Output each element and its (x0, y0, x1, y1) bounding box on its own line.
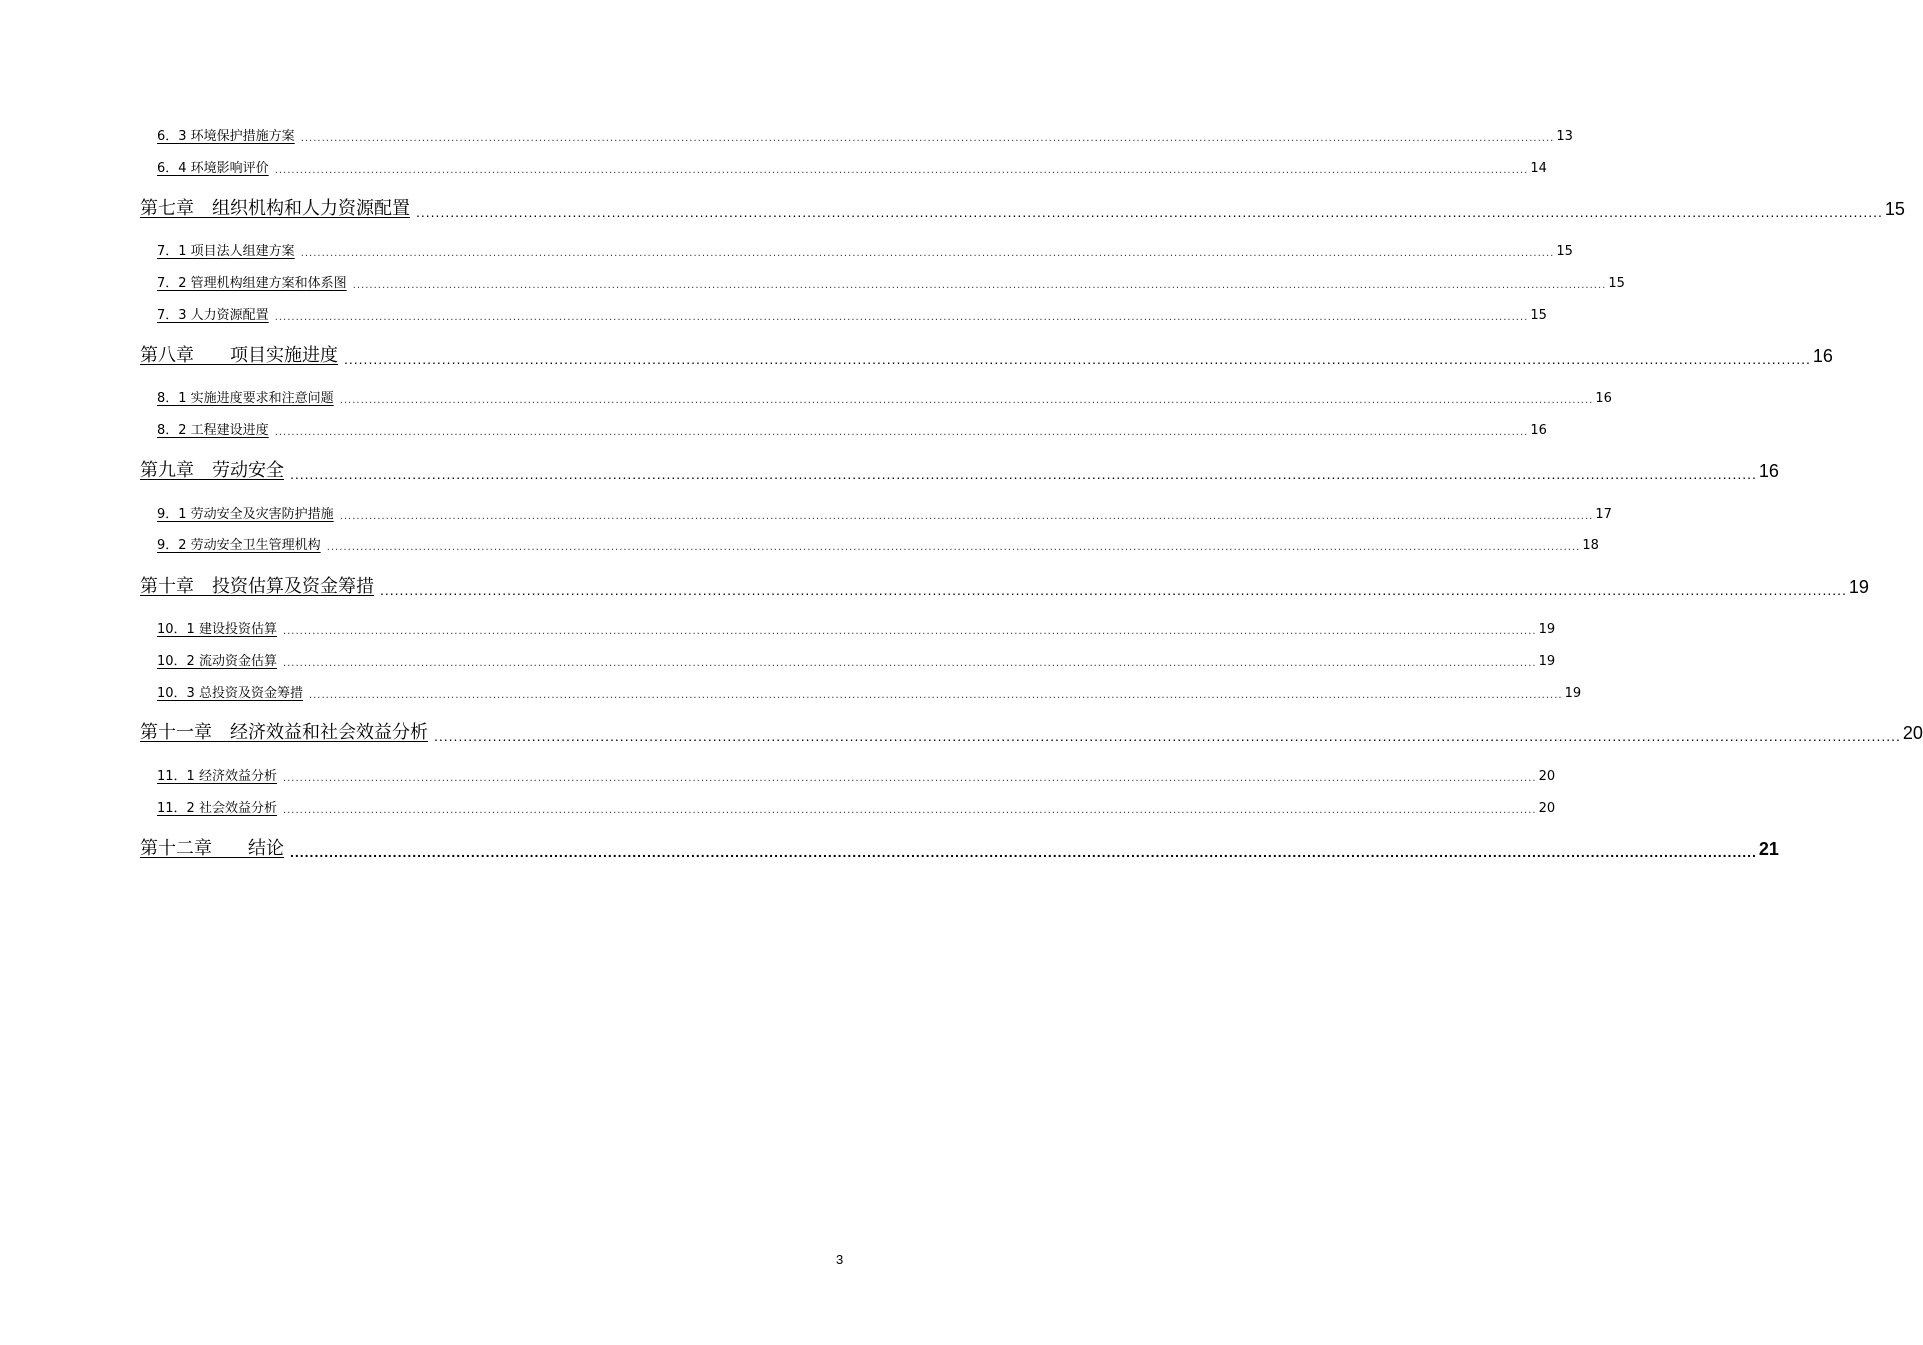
toc-entry-label: 8．2 工程建设进度 (157, 423, 269, 438)
toc-entry-label: 7．2 管理机构组建方案和体系图 (157, 276, 347, 291)
toc-leader-dots: ............................................................................................................................................................................................................................................................................................................ (300, 133, 1555, 144)
toc-leader-dots: ............................................................................................................................................................................................................................................................................................................ (274, 427, 1529, 438)
toc-entry-page: 19 (1564, 686, 1582, 701)
toc-entry-page: 16 (1595, 391, 1612, 406)
toc-leader-dots: ............................................................................................................................................................................................................................................................................................................ (282, 805, 1537, 816)
toc-entry-label: 第十二章 结论 (140, 838, 284, 859)
toc-entry-page: 19 (1538, 654, 1556, 669)
toc-chapter-12[interactable] (140, 837, 1779, 861)
toc-entry-label: 11．2 社会效益分析 (157, 801, 277, 816)
toc-chapter-11[interactable] (140, 721, 1923, 745)
toc-entry-label: 10．2 流动资金估算 (157, 654, 277, 669)
toc-entry-page: 20 (1538, 769, 1556, 784)
toc-entry-label: 9．2 劳动安全卫生管理机构 (157, 538, 321, 553)
toc-leader-dots: ............................................................................................................................................................................................................................................................................................................ (326, 542, 1581, 553)
toc-entry-8-1[interactable] (157, 390, 1612, 408)
toc-entry-label: 第九章 劳动安全 (140, 460, 284, 481)
toc-leader-dots: ............................................................................................................................................................................................................................................................................................................ (434, 728, 1901, 744)
toc-leader-dots: ............................................................................................................................................................................................................................................................................................................ (290, 466, 1757, 482)
toc-entry-9-1[interactable] (157, 506, 1612, 524)
toc-chapter-9[interactable] (140, 459, 1779, 483)
toc-leader-dots: ............................................................................................................................................................................................................................................................................................................ (344, 351, 1811, 367)
toc-chapter-8[interactable] (140, 344, 1833, 368)
toc-leader-dots: ............................................................................................................................................................................................................................................................................................................ (352, 280, 1607, 291)
toc-chapter-10[interactable] (140, 575, 1869, 599)
toc-leader-dots: ............................................................................................................................................................................................................................................................................................................ (380, 582, 1847, 598)
toc-entry-label: 7．1 项目法人组建方案 (157, 244, 295, 259)
toc-entry-label: 第十章 投资估算及资金筹措 (140, 576, 374, 597)
toc-entry-label: 第十一章 经济效益和社会效益分析 (140, 722, 428, 743)
toc-entry-page: 19 (1538, 622, 1556, 637)
toc-chapter-7[interactable] (140, 197, 1905, 221)
toc-entry-page: 17 (1595, 507, 1612, 522)
toc-entry-page: 15 (1556, 244, 1573, 259)
toc-entry-page: 16 (1530, 423, 1547, 438)
toc-entry-page: 15 (1530, 308, 1547, 323)
toc-entry-6-4[interactable] (157, 160, 1547, 178)
toc-entry-label: 8．1 实施进度要求和注意问题 (157, 391, 334, 406)
toc-leader-dots: ............................................................................................................................................................................................................................................................................................................ (274, 165, 1529, 176)
toc-entry-8-2[interactable] (157, 422, 1547, 440)
toc-leader-dots: ............................................................................................................................................................................................................................................................................................................ (282, 626, 1537, 637)
toc-entry-label: 7．3 人力资源配置 (157, 308, 269, 323)
toc-leader-dots: ............................................................................................................................................................................................................................................................................................................ (282, 773, 1537, 784)
toc-entry-10-1[interactable] (157, 621, 1556, 639)
toc-leader-dots: ............................................................................................................................................................................................................................................................................................................ (282, 658, 1537, 669)
toc-leader-dots: ............................................................................................................................................................................................................................................................................................................ (416, 204, 1883, 220)
toc-entry-page: 13 (1556, 129, 1573, 144)
toc-entry-11-1[interactable] (157, 768, 1556, 786)
toc-entry-page: 20 (1538, 801, 1556, 816)
toc-entry-page: 15 (1884, 199, 1905, 219)
toc-entry-page: 15 (1608, 276, 1625, 291)
toc-entry-page: 20 (1902, 723, 1923, 743)
toc-leader-dots: ............................................................................................................................................................................................................................................................................................................ (308, 690, 1563, 701)
toc-entry-label: 6．4 环境影响评价 (157, 161, 269, 176)
toc-entry-label: 第八章 项目实施进度 (140, 345, 338, 366)
toc-entry-7-3[interactable] (157, 307, 1547, 325)
toc-entry-label: 10．1 建设投资估算 (157, 622, 277, 637)
toc-leader-dots: ............................................................................................................................................................................................................................................................................................................ (290, 844, 1757, 860)
toc-entry-page: 21 (1758, 839, 1779, 859)
toc-entry-label: 9．1 劳动安全及灾害防护措施 (157, 507, 334, 522)
toc-entry-11-2[interactable] (157, 800, 1556, 818)
toc-entry-page: 18 (1582, 538, 1599, 553)
toc-entry-7-2[interactable] (157, 275, 1625, 293)
toc-leader-dots: ............................................................................................................................................................................................................................................................................................................ (339, 395, 1594, 406)
toc-entry-6-3[interactable] (157, 128, 1573, 146)
toc-entry-label: 11．1 经济效益分析 (157, 769, 277, 784)
toc-entry-page: 14 (1530, 161, 1547, 176)
page-number: 3 (836, 1252, 844, 1267)
toc-leader-dots: ............................................................................................................................................................................................................................................................................................................ (274, 312, 1529, 323)
toc-leader-dots: ............................................................................................................................................................................................................................................................................................................ (300, 248, 1555, 259)
toc-entry-page: 16 (1758, 461, 1779, 481)
toc-entry-label: 第七章 组织机构和人力资源配置 (140, 198, 410, 219)
toc-entry-10-2[interactable] (157, 653, 1556, 671)
toc-entry-label: 10．3 总投资及资金筹措 (157, 686, 303, 701)
toc-entry-9-2[interactable] (157, 537, 1599, 555)
toc-entry-7-1[interactable] (157, 243, 1573, 261)
toc-entry-10-3[interactable] (157, 685, 1582, 703)
toc-entry-label: 6．3 环境保护措施方案 (157, 129, 295, 144)
toc-leader-dots: ............................................................................................................................................................................................................................................................................................................ (339, 511, 1594, 522)
toc-entry-page: 19 (1848, 577, 1869, 597)
toc-entry-page: 16 (1812, 346, 1833, 366)
